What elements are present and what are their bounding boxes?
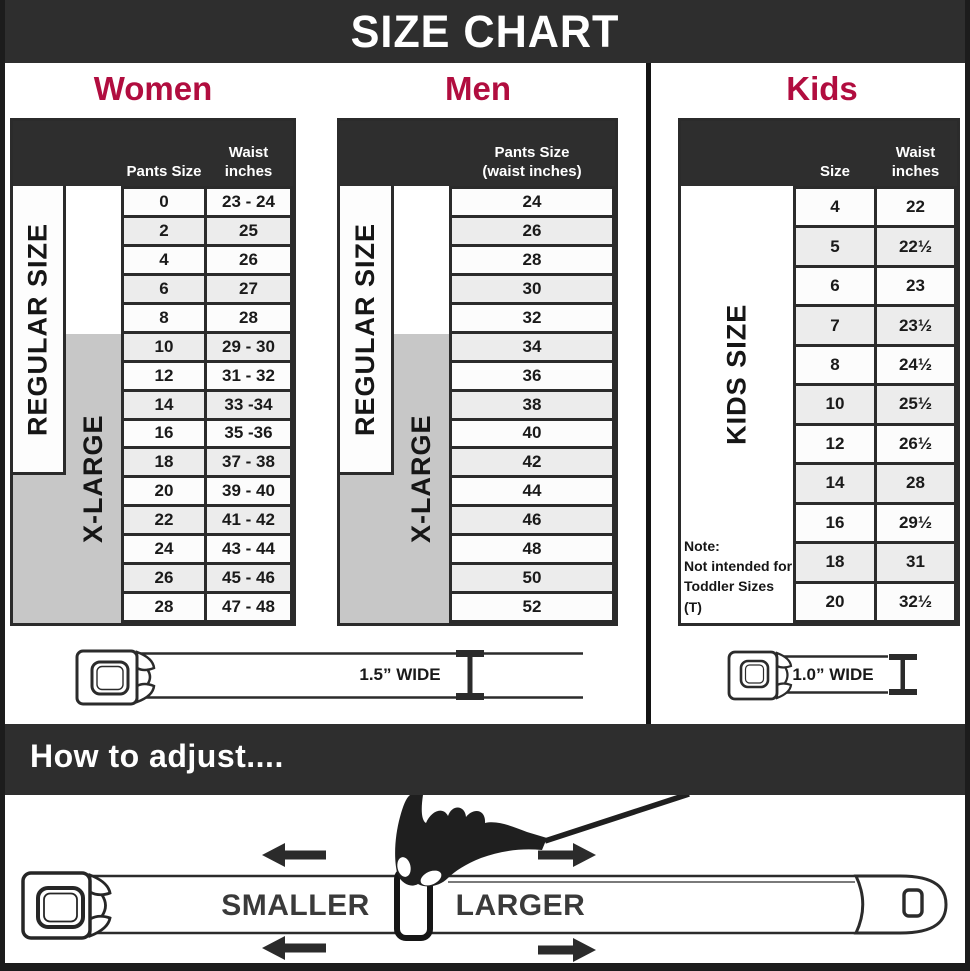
pants-size-cell: 46 [452, 507, 612, 533]
size-cell: 5 [796, 228, 874, 264]
larger-label: LARGER [455, 889, 586, 922]
men-pants-size-header: Pants Size (waist inches) [482, 144, 582, 180]
men-size-row [452, 276, 612, 302]
men-table-header [340, 121, 615, 186]
waist-cell: 28 [207, 305, 290, 331]
women-table-header [13, 121, 293, 186]
pants-size-cell: 52 [452, 594, 612, 620]
belt-width-label-adult: 1.5” WIDE [359, 665, 441, 684]
women-size-grid [121, 186, 293, 623]
waist-cell: 47 - 48 [207, 594, 290, 620]
kids-size-row [796, 268, 954, 304]
men-regular-size-label: REGULAR SIZE [350, 222, 380, 436]
men-size-brackets [340, 186, 449, 623]
pants-size-cell: 28 [452, 247, 612, 273]
top-banner [0, 0, 970, 63]
kids-size-row [796, 505, 954, 541]
bottom-border [0, 963, 970, 971]
pants-size-cell: 4 [124, 247, 204, 273]
men-size-grid [449, 186, 615, 623]
pants-size-cell: 20 [124, 478, 204, 504]
men-size-row [452, 305, 612, 331]
waist-cell: 31 [877, 544, 954, 580]
belt-tip [856, 876, 946, 933]
kids-size-row [796, 465, 954, 501]
women-size-row [124, 565, 290, 591]
pants-size-cell: 22 [124, 507, 204, 533]
kids-section-title: Kids [786, 70, 858, 107]
smaller-label: SMALLER [221, 889, 370, 922]
men-size-row [452, 478, 612, 504]
waist-cell: 24½ [877, 347, 954, 383]
women-section-title: Women [93, 70, 213, 107]
waist-cell: 32½ [877, 584, 954, 620]
pants-size-cell: 10 [124, 334, 204, 360]
size-cell: 14 [796, 465, 874, 501]
waist-cell: 25 [207, 218, 290, 244]
hand-icon [395, 795, 689, 888]
waist-cell: 26½ [877, 426, 954, 462]
belt-width-label-kids: 1.0” WIDE [792, 665, 874, 684]
waist-cell: 37 - 38 [207, 449, 290, 475]
adjust-heading: How to adjust.... [30, 738, 284, 774]
right-border [965, 0, 970, 971]
pants-size-cell: 50 [452, 565, 612, 591]
men-regular-bracket [340, 186, 394, 475]
waist-cell: 39 - 40 [207, 478, 290, 504]
kids-note: Note: Not intended for Toddler Sizes (T) [684, 537, 793, 615]
pants-size-cell: 38 [452, 392, 612, 418]
men-size-row [452, 594, 612, 620]
kids-size-row [796, 426, 954, 462]
kids-waist-header: Waist inches [891, 144, 940, 180]
kids-size-row [796, 347, 954, 383]
men-xlarge-label: X-LARGE [406, 414, 436, 543]
women-size-row [124, 247, 290, 273]
pants-size-cell: 44 [452, 478, 612, 504]
waist-cell: 22 [877, 189, 954, 225]
waist-cell: 23½ [877, 307, 954, 343]
waist-cell: 25½ [877, 386, 954, 422]
men-size-row [452, 392, 612, 418]
pants-size-cell: 6 [124, 276, 204, 302]
women-xlarge-label: X-LARGE [78, 414, 108, 543]
kids-size-row [796, 307, 954, 343]
women-size-row [124, 276, 290, 302]
pants-size-cell: 24 [452, 189, 612, 215]
size-cell: 4 [796, 189, 874, 225]
men-size-row [452, 218, 612, 244]
waist-cell: 23 [877, 268, 954, 304]
waist-cell: 33 -34 [207, 392, 290, 418]
pants-size-cell: 28 [124, 594, 204, 620]
left-border [0, 0, 5, 971]
size-cell: 8 [796, 347, 874, 383]
kids-size-row [796, 228, 954, 264]
size-cell: 7 [796, 307, 874, 343]
waist-cell: 29 - 30 [207, 334, 290, 360]
kids-size-row [796, 189, 954, 225]
women-waist-header: Waist inches [224, 144, 273, 180]
kids-size-row [796, 584, 954, 620]
pants-size-cell: 30 [452, 276, 612, 302]
women-size-table [10, 118, 296, 626]
pants-size-cell: 36 [452, 363, 612, 389]
women-size-row [124, 421, 290, 447]
pants-size-cell: 42 [452, 449, 612, 475]
pants-size-cell: 12 [124, 363, 204, 389]
women-size-row [124, 305, 290, 331]
size-cell: 18 [796, 544, 874, 580]
width-marker-icon [889, 654, 917, 695]
women-size-row [124, 392, 290, 418]
waist-cell: 23 - 24 [207, 189, 290, 215]
size-cell: 6 [796, 268, 874, 304]
women-size-row [124, 189, 290, 215]
waist-cell: 22½ [877, 228, 954, 264]
arrow-left-icon [262, 843, 326, 867]
men-size-row [452, 421, 612, 447]
women-size-row [124, 536, 290, 562]
kids-size-label: KIDS SIZE [721, 303, 752, 445]
size-cell: 16 [796, 505, 874, 541]
men-size-row [452, 247, 612, 273]
pants-size-cell: 26 [452, 218, 612, 244]
women-pants-size-header: Pants Size [126, 163, 202, 180]
size-cell: 10 [796, 386, 874, 422]
pants-size-cell: 8 [124, 305, 204, 331]
men-size-row [452, 565, 612, 591]
waist-cell: 31 - 32 [207, 363, 290, 389]
women-size-row [124, 478, 290, 504]
pants-size-cell: 24 [124, 536, 204, 562]
men-size-row [452, 449, 612, 475]
arrow-left-icon [262, 936, 326, 960]
women-regular-size-label: REGULAR SIZE [22, 222, 53, 436]
men-size-row [452, 334, 612, 360]
women-size-row [124, 449, 290, 475]
pants-size-cell: 48 [452, 536, 612, 562]
pants-size-cell: 14 [124, 392, 204, 418]
men-size-row [452, 363, 612, 389]
adjust-section-banner [0, 724, 970, 795]
kids-size-table [678, 118, 960, 626]
pants-size-cell: 0 [124, 189, 204, 215]
women-size-row [124, 363, 290, 389]
waist-cell: 28 [877, 465, 954, 501]
pants-size-cell: 34 [452, 334, 612, 360]
waist-cell: 35 -36 [207, 421, 290, 447]
women-regular-bracket [13, 186, 66, 475]
waist-cell: 29½ [877, 505, 954, 541]
pants-size-cell: 26 [124, 565, 204, 591]
waist-cell: 43 - 44 [207, 536, 290, 562]
kids-size-row [796, 544, 954, 580]
kids-size-row [796, 386, 954, 422]
kids-label-column [681, 186, 793, 623]
kids-table-header [681, 121, 957, 186]
arrow-right-icon [538, 938, 596, 962]
pants-size-cell: 16 [124, 421, 204, 447]
men-section-title: Men [445, 70, 511, 107]
adjust-illustration [0, 795, 970, 963]
pants-size-cell: 2 [124, 218, 204, 244]
arrow-right-icon [538, 843, 596, 867]
women-size-brackets [13, 186, 121, 623]
kids-size-header: Size [819, 163, 850, 180]
pants-size-cell: 18 [124, 449, 204, 475]
men-size-row [452, 536, 612, 562]
women-size-row [124, 594, 290, 620]
pants-size-cell: 40 [452, 421, 612, 447]
women-size-row [124, 334, 290, 360]
women-size-row [124, 507, 290, 533]
men-size-table [337, 118, 618, 626]
waist-cell: 45 - 46 [207, 565, 290, 591]
men-size-row [452, 189, 612, 215]
section-divider [646, 63, 651, 724]
page-title: SIZE CHART [350, 5, 620, 57]
size-cell: 20 [796, 584, 874, 620]
women-size-row [124, 218, 290, 244]
waist-cell: 41 - 42 [207, 507, 290, 533]
waist-cell: 26 [207, 247, 290, 273]
waist-cell: 27 [207, 276, 290, 302]
men-size-row [452, 507, 612, 533]
size-cell: 12 [796, 426, 874, 462]
pants-size-cell: 32 [452, 305, 612, 331]
kids-size-grid [793, 186, 957, 623]
